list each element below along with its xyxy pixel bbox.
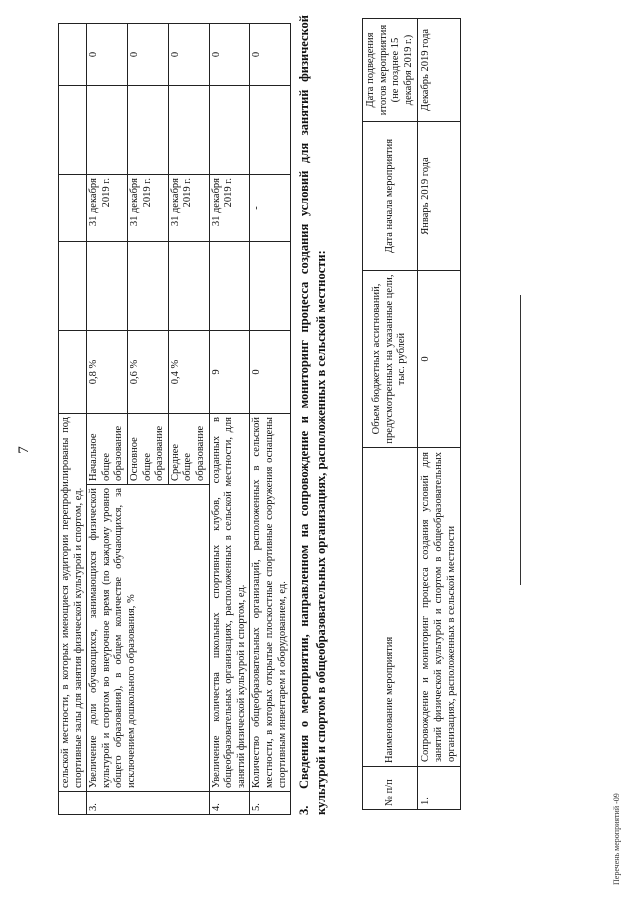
empty-cell bbox=[59, 86, 87, 175]
indicator-result: 0 bbox=[168, 24, 209, 86]
indicator-date: 31 декабря 2019 г. bbox=[127, 175, 168, 242]
empty-cell bbox=[209, 242, 250, 331]
section-heading bbox=[296, 15, 330, 815]
indicator-name: Увеличение количества школьных спортивных клубов, созданных в общеобразовательных организациях, расположенных в сельской местности, для занятий физической культурой и спортом, ед. bbox=[209, 414, 250, 792]
indicator-value: 0 bbox=[250, 331, 291, 414]
indicator-result: 0 bbox=[250, 24, 291, 86]
row-number: 5. bbox=[250, 792, 291, 815]
footer-note: Перечень мероприятий -09 bbox=[612, 793, 621, 885]
empty-cell bbox=[127, 86, 168, 175]
empty-cell bbox=[87, 242, 128, 331]
indicator-date: 31 декабря 2019 г. bbox=[168, 175, 209, 242]
section-heading-text: Сведения о мероприятии, направленном на сопровождение и мониторинг процесса создания условий для занятий физической культурой и спортом в общеобразовательных организациях, расположенных в сельской местности: bbox=[297, 15, 328, 815]
indicator-result bbox=[59, 24, 87, 86]
page-number: 7 bbox=[16, 446, 32, 454]
header-start-date: Дата начала мероприятия bbox=[363, 122, 418, 271]
indicator-result: 0 bbox=[209, 24, 250, 86]
indicator-date: - bbox=[250, 175, 291, 242]
table-row bbox=[87, 24, 128, 815]
indicator-name: Количество общеобразовательных организаций, расположенных в сельской местности, в которых открытые плоскостные спортивные сооружения оснащены спортивным инвентарем и оборудованием, ед. bbox=[250, 414, 291, 792]
budget-value: 0 bbox=[418, 271, 461, 448]
empty-cell bbox=[127, 242, 168, 331]
table-row bbox=[250, 24, 291, 815]
activity-table bbox=[362, 18, 461, 810]
row-number: 3. bbox=[87, 792, 209, 815]
indicator-name: Увеличение доли обучающихся, занимающихся физической культурой и спортом во внеурочное время (по каждому уровню общего образования), в общем количестве обучающихся, за исключением дошкольного образования, % bbox=[87, 485, 209, 792]
row-number: 1. bbox=[418, 767, 461, 810]
indicator-value bbox=[59, 331, 87, 414]
indicator-name: сельской местности, в которых имеющиеся аудитории перепрофилированы под спортивные залы для занятия физической культурой и спортом, ед. bbox=[59, 414, 87, 792]
indicator-value: 0,6 % bbox=[127, 331, 168, 414]
section-number: 3. bbox=[297, 805, 311, 815]
indicators-table bbox=[58, 23, 291, 815]
table-row bbox=[59, 24, 87, 815]
education-level: Среднее общее образование bbox=[168, 414, 209, 485]
indicator-result: 0 bbox=[87, 24, 128, 86]
empty-cell bbox=[250, 242, 291, 331]
indicator-date bbox=[59, 175, 87, 242]
education-level: Начальное общее образование bbox=[87, 414, 128, 485]
header-budget: Объем бюджетных ассигнований, предусмотренных на указанные цели, тыс. рублей bbox=[363, 271, 418, 448]
indicator-value: 0,8 % bbox=[87, 331, 128, 414]
empty-cell bbox=[168, 86, 209, 175]
table-header-row bbox=[363, 19, 418, 810]
header-activity-name: Наименование мероприятия bbox=[363, 448, 418, 767]
header-number: № п/п bbox=[363, 767, 418, 810]
signature-line bbox=[520, 295, 521, 585]
indicator-date: 31 декабря 2019 г. bbox=[209, 175, 250, 242]
empty-cell bbox=[209, 86, 250, 175]
end-date: Декабрь 2019 года bbox=[418, 19, 461, 122]
row-number: 4. bbox=[209, 792, 250, 815]
header-end-date: Дата подведения итогов мероприятия (не позднее 15 декабря 2019 г.) bbox=[363, 19, 418, 122]
activity-name: Сопровождение и мониторинг процесса создания условий для занятий физической культурой и спортом в общеобразовательных организациях, расположенных в сельской местности bbox=[418, 448, 461, 767]
table-row bbox=[418, 19, 461, 810]
empty-cell bbox=[87, 86, 128, 175]
empty-cell bbox=[59, 242, 87, 331]
start-date: Январь 2019 года bbox=[418, 122, 461, 271]
indicator-value: 9 bbox=[209, 331, 250, 414]
empty-cell bbox=[168, 242, 209, 331]
indicator-result: 0 bbox=[127, 24, 168, 86]
education-level: Основное общее образование bbox=[127, 414, 168, 485]
empty-cell bbox=[250, 86, 291, 175]
indicator-date: 31 декабря 2019 г. bbox=[87, 175, 128, 242]
table-row bbox=[209, 24, 250, 815]
row-number bbox=[59, 792, 87, 815]
indicator-value: 0,4 % bbox=[168, 331, 209, 414]
